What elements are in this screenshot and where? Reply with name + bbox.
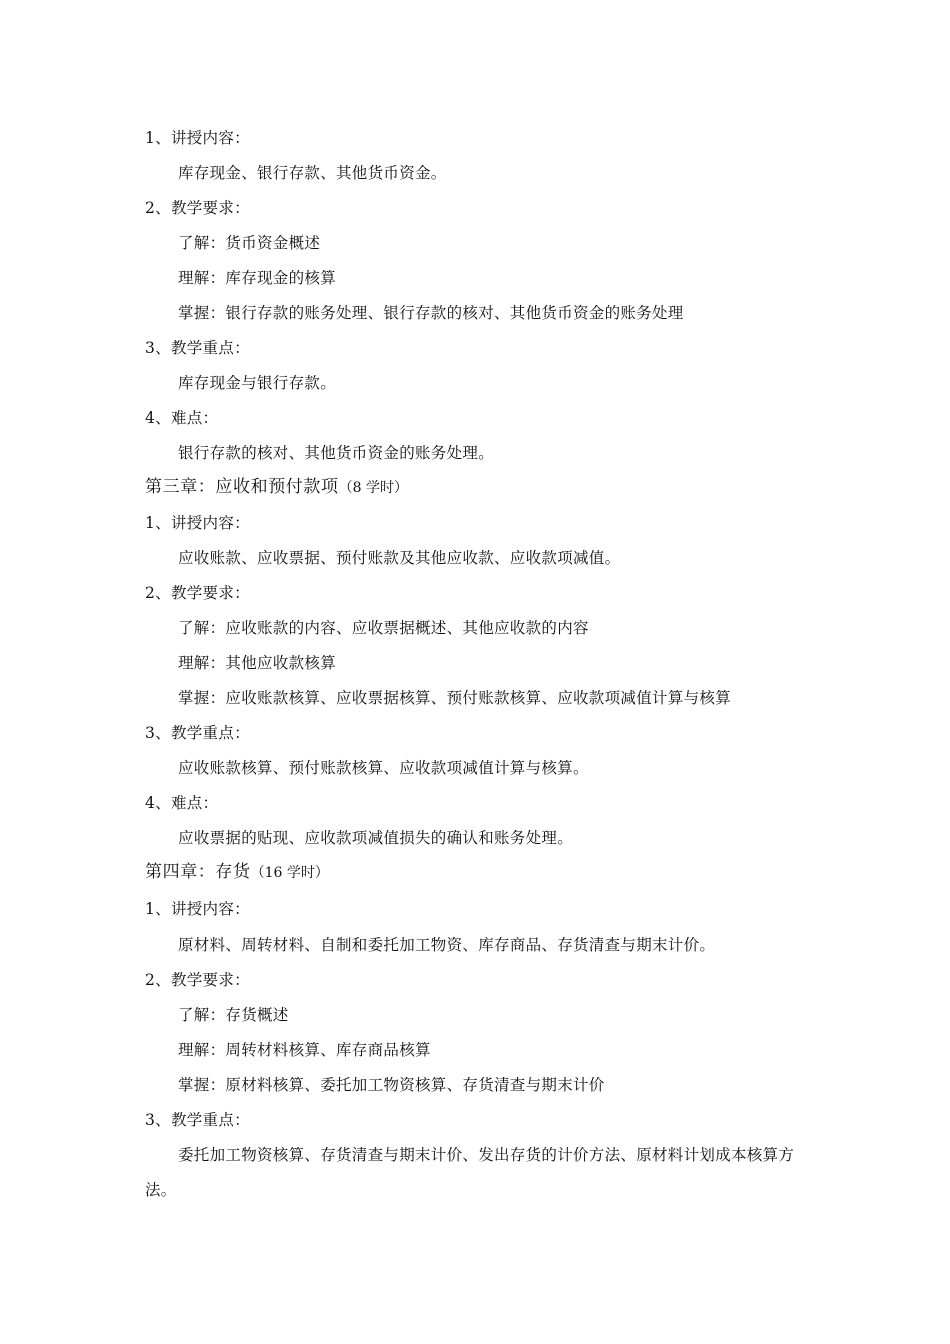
ch3-requirement-understand: 理解：其他应收款核算 xyxy=(178,654,337,672)
chapter-4-hours: （16 学时） xyxy=(250,865,329,881)
ch4-section-1-label: 1、讲授内容： xyxy=(145,900,250,918)
chapter-3-hours: （8 学时） xyxy=(338,480,408,496)
ch4-requirement-understand: 理解：周转材料核算、库存商品核算 xyxy=(178,1041,431,1059)
ch3-section-1-text: 应收账款、应收票据、预付账款及其他应收款、应收款项减值。 xyxy=(178,549,621,567)
ch3-requirement-master: 掌握：应收账款核算、应收票据核算、预付账款核算、应收款项减值计算与核算 xyxy=(178,689,732,707)
ch4-section-2-label: 2、教学要求： xyxy=(145,971,250,989)
ch2-requirement-know: 了解：货币资金概述 xyxy=(178,234,321,252)
ch3-section-2-label: 2、教学要求： xyxy=(145,584,250,602)
ch2-section-1-label: 1、讲授内容： xyxy=(145,129,250,147)
ch3-section-4-text: 应收票据的贴现、应收款项减值损失的确认和账务处理。 xyxy=(178,829,574,847)
chapter-3-title: 第三章：应收和预付款项 xyxy=(145,477,339,497)
chapter-3-heading xyxy=(145,477,408,498)
ch2-requirement-understand: 理解：库存现金的核算 xyxy=(178,269,337,287)
ch4-section-1-text: 原材料、周转材料、自制和委托加工物资、库存商品、存货清查与期末计价。 xyxy=(178,936,716,954)
ch4-section-3-text: 委托加工物资核算、存货清查与期末计价、发出存货的计价方法、原材料计划成本核算方法。 xyxy=(145,1146,795,1199)
ch2-section-1-text: 库存现金、银行存款、其他货币资金。 xyxy=(178,164,447,182)
ch2-section-3-text: 库存现金与银行存款。 xyxy=(178,374,337,392)
ch2-section-4-label: 4、难点： xyxy=(145,409,219,427)
chapter-4-title: 第四章：存货 xyxy=(145,862,251,882)
ch3-section-3-label: 3、教学重点： xyxy=(145,724,250,742)
ch4-requirement-master: 掌握：原材料核算、委托加工物资核算、存货清查与期末计价 xyxy=(178,1076,605,1094)
chapter-4-heading xyxy=(145,862,329,883)
ch2-section-3-label: 3、教学重点： xyxy=(145,339,250,357)
ch4-requirement-know: 了解：存货概述 xyxy=(178,1006,289,1024)
ch2-section-4-text: 银行存款的核对、其他货币资金的账务处理。 xyxy=(178,444,495,462)
ch2-requirement-master: 掌握：银行存款的账务处理、银行存款的核对、其他货币资金的账务处理 xyxy=(178,304,684,322)
ch3-section-3-text: 应收账款核算、预付账款核算、应收款项减值计算与核算。 xyxy=(178,759,589,777)
ch3-section-1-label: 1、讲授内容： xyxy=(145,514,250,532)
ch2-section-2-label: 2、教学要求： xyxy=(145,199,250,217)
ch3-requirement-know: 了解：应收账款的内容、应收票据概述、其他应收款的内容 xyxy=(178,619,589,637)
ch3-section-4-label: 4、难点： xyxy=(145,794,219,812)
ch4-section-3-label: 3、教学重点： xyxy=(145,1111,250,1129)
